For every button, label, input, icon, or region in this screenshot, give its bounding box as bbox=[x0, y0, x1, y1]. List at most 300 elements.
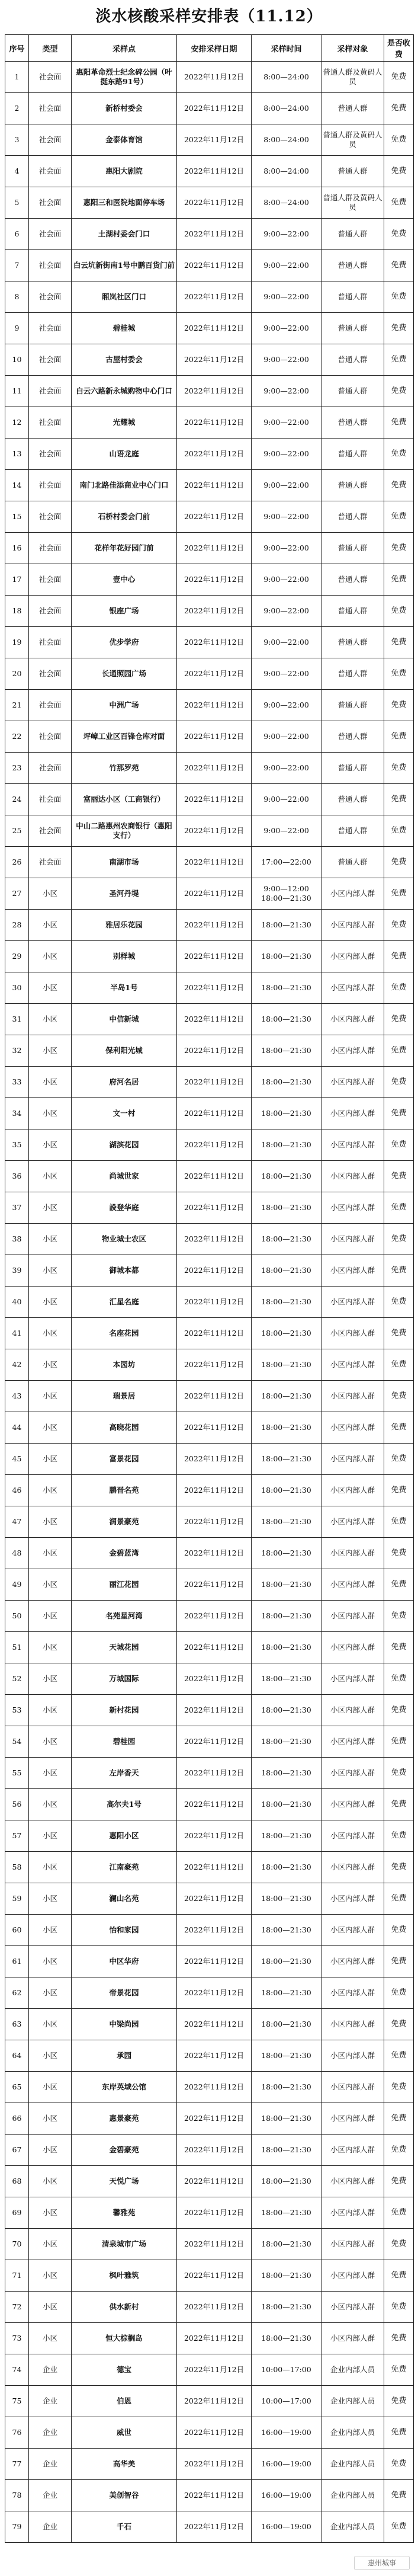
table-row bbox=[5, 344, 414, 376]
row-index: 49 bbox=[5, 1569, 29, 1601]
table-row bbox=[5, 2135, 414, 2166]
row-date: 2022年11月12日 bbox=[177, 784, 252, 815]
table-row bbox=[5, 847, 414, 878]
row-type: 社会面 bbox=[29, 344, 72, 376]
row-site: 优步学府 bbox=[72, 627, 177, 658]
table-row bbox=[5, 1758, 414, 1789]
row-date: 2022年11月12日 bbox=[177, 2229, 252, 2260]
row-type: 小区 bbox=[29, 1852, 72, 1883]
row-target: 普通人群 bbox=[321, 439, 384, 470]
row-fee: 免费 bbox=[384, 439, 414, 470]
row-index: 8 bbox=[5, 281, 29, 313]
row-fee: 免费 bbox=[384, 1601, 414, 1632]
row-time: 18:00—21:30 bbox=[252, 1381, 321, 1412]
table-row bbox=[5, 1412, 414, 1444]
table-row bbox=[5, 2009, 414, 2040]
row-target: 小区内部人群 bbox=[321, 2229, 384, 2260]
row-site: 壹中心 bbox=[72, 564, 177, 596]
row-type: 社会面 bbox=[29, 564, 72, 596]
row-type: 企业 bbox=[29, 2511, 72, 2543]
row-type: 小区 bbox=[29, 2292, 72, 2323]
row-fee: 免费 bbox=[384, 1758, 414, 1789]
row-site: 中山二路惠州农商银行（惠阳支行） bbox=[72, 815, 177, 847]
row-time: 9:00—22:00 bbox=[252, 376, 321, 407]
row-index: 34 bbox=[5, 1098, 29, 1129]
row-site: 中区华府 bbox=[72, 1946, 177, 1977]
row-site: 府河名居 bbox=[72, 1067, 177, 1098]
row-target: 小区内部人群 bbox=[321, 1789, 384, 1820]
row-fee: 免费 bbox=[384, 156, 414, 187]
table-row bbox=[5, 1977, 414, 2009]
row-type: 社会面 bbox=[29, 784, 72, 815]
row-fee: 免费 bbox=[384, 1067, 414, 1098]
row-type: 小区 bbox=[29, 1161, 72, 1192]
row-target: 普通人群 bbox=[321, 533, 384, 564]
row-date: 2022年11月12日 bbox=[177, 2072, 252, 2103]
row-type: 社会面 bbox=[29, 847, 72, 878]
row-target: 普通人群 bbox=[321, 847, 384, 878]
row-date: 2022年11月12日 bbox=[177, 2480, 252, 2511]
table-header-row bbox=[5, 35, 414, 62]
row-date: 2022年11月12日 bbox=[177, 1569, 252, 1601]
table-row bbox=[5, 1098, 414, 1129]
row-index: 71 bbox=[5, 2260, 29, 2292]
row-date: 2022年11月12日 bbox=[177, 533, 252, 564]
row-site: 惠阳革命烈士纪念碑公园（叶挺东路91号） bbox=[72, 62, 177, 93]
row-fee: 免费 bbox=[384, 2449, 414, 2480]
row-site: 新村花园 bbox=[72, 1695, 177, 1726]
row-date: 2022年11月12日 bbox=[177, 93, 252, 124]
row-time: 18:00—21:30 bbox=[252, 910, 321, 941]
row-site: 坪嶂工业区百锋仓库对面 bbox=[72, 721, 177, 753]
table-row bbox=[5, 439, 414, 470]
row-index: 26 bbox=[5, 847, 29, 878]
row-time: 18:00—21:30 bbox=[252, 2197, 321, 2229]
row-site: 白云六路新永城购物中心门口 bbox=[72, 376, 177, 407]
row-site: 土湖村委会门口 bbox=[72, 219, 177, 250]
row-fee: 免费 bbox=[384, 344, 414, 376]
row-fee: 免费 bbox=[384, 1381, 414, 1412]
table-row bbox=[5, 2103, 414, 2135]
row-type: 小区 bbox=[29, 1977, 72, 2009]
row-fee: 免费 bbox=[384, 1726, 414, 1758]
row-date: 2022年11月12日 bbox=[177, 1695, 252, 1726]
table-row bbox=[5, 2480, 414, 2511]
row-date: 2022年11月12日 bbox=[177, 439, 252, 470]
row-target: 普通人群 bbox=[321, 376, 384, 407]
table-row bbox=[5, 784, 414, 815]
row-time: 9:00—22:00 bbox=[252, 658, 321, 690]
row-time: 18:00—21:30 bbox=[252, 1977, 321, 2009]
row-time: 18:00—21:30 bbox=[252, 1820, 321, 1852]
row-time: 18:00—21:30 bbox=[252, 1695, 321, 1726]
row-fee: 免费 bbox=[384, 1569, 414, 1601]
row-target: 普通人群 bbox=[321, 690, 384, 721]
row-site: 中梁尚园 bbox=[72, 2009, 177, 2040]
row-target: 小区内部人群 bbox=[321, 1161, 384, 1192]
table-row bbox=[5, 1538, 414, 1569]
row-type: 小区 bbox=[29, 2072, 72, 2103]
row-time: 9:00—22:00 bbox=[252, 753, 321, 784]
row-type: 小区 bbox=[29, 1381, 72, 1412]
row-index: 65 bbox=[5, 2072, 29, 2103]
row-target: 小区内部人群 bbox=[321, 2040, 384, 2072]
row-target: 小区内部人群 bbox=[321, 2103, 384, 2135]
row-type: 社会面 bbox=[29, 470, 72, 501]
row-type: 小区 bbox=[29, 2166, 72, 2197]
row-date: 2022年11月12日 bbox=[177, 1318, 252, 1349]
row-index: 10 bbox=[5, 344, 29, 376]
row-type: 小区 bbox=[29, 1820, 72, 1852]
row-fee: 免费 bbox=[384, 1129, 414, 1161]
row-date: 2022年11月12日 bbox=[177, 1475, 252, 1506]
row-time: 18:00—21:30 bbox=[252, 1601, 321, 1632]
row-time: 9:00—22:00 bbox=[252, 533, 321, 564]
table-row bbox=[5, 1475, 414, 1506]
row-target: 小区内部人群 bbox=[321, 1852, 384, 1883]
row-date: 2022年11月12日 bbox=[177, 124, 252, 156]
row-target: 普通人群 bbox=[321, 470, 384, 501]
row-time: 18:00—21:30 bbox=[252, 1255, 321, 1287]
row-target: 小区内部人群 bbox=[321, 1192, 384, 1224]
row-fee: 免费 bbox=[384, 972, 414, 1004]
row-type: 小区 bbox=[29, 1632, 72, 1663]
row-fee: 免费 bbox=[384, 1538, 414, 1569]
row-fee: 免费 bbox=[384, 219, 414, 250]
row-target: 小区内部人群 bbox=[321, 1883, 384, 1915]
row-time: 18:00—21:30 bbox=[252, 1192, 321, 1224]
row-type: 小区 bbox=[29, 910, 72, 941]
row-site: 中洲广场 bbox=[72, 690, 177, 721]
table-row bbox=[5, 533, 414, 564]
row-time: 18:00—21:30 bbox=[252, 1569, 321, 1601]
row-target: 小区内部人群 bbox=[321, 1601, 384, 1632]
row-target: 小区内部人群 bbox=[321, 1663, 384, 1695]
row-index: 1 bbox=[5, 62, 29, 93]
row-time: 16:00—19:00 bbox=[252, 2511, 321, 2543]
table-row bbox=[5, 1004, 414, 1035]
row-date: 2022年11月12日 bbox=[177, 1977, 252, 2009]
row-time: 9:00—22:00 bbox=[252, 627, 321, 658]
row-target: 小区内部人群 bbox=[321, 2072, 384, 2103]
row-site: 古屋村委会 bbox=[72, 344, 177, 376]
table-row bbox=[5, 2386, 414, 2417]
row-target: 小区内部人群 bbox=[321, 1287, 384, 1318]
row-index: 70 bbox=[5, 2229, 29, 2260]
row-fee: 免费 bbox=[384, 1789, 414, 1820]
row-site: 枫叶雅筑 bbox=[72, 2260, 177, 2292]
row-fee: 免费 bbox=[384, 847, 414, 878]
row-site: 澜山名苑 bbox=[72, 1883, 177, 1915]
row-index: 59 bbox=[5, 1883, 29, 1915]
row-time: 18:00—21:30 bbox=[252, 2040, 321, 2072]
row-fee: 免费 bbox=[384, 1506, 414, 1538]
table-row bbox=[5, 596, 414, 627]
row-index: 36 bbox=[5, 1161, 29, 1192]
row-date: 2022年11月12日 bbox=[177, 2197, 252, 2229]
row-type: 小区 bbox=[29, 1915, 72, 1946]
row-date: 2022年11月12日 bbox=[177, 62, 252, 93]
row-site: 威世 bbox=[72, 2417, 177, 2449]
row-index: 18 bbox=[5, 596, 29, 627]
row-target: 普通人群 bbox=[321, 344, 384, 376]
row-time: 9:00—22:00 bbox=[252, 470, 321, 501]
row-index: 76 bbox=[5, 2417, 29, 2449]
row-target: 小区内部人群 bbox=[321, 2135, 384, 2166]
row-site: 别样城 bbox=[72, 941, 177, 972]
row-site: 惠阳三和医院地面停车场 bbox=[72, 187, 177, 219]
row-index: 60 bbox=[5, 1915, 29, 1946]
row-type: 小区 bbox=[29, 941, 72, 972]
table-row bbox=[5, 2197, 414, 2229]
row-time: 18:00—21:30 bbox=[252, 1538, 321, 1569]
row-target: 普通人群 bbox=[321, 815, 384, 847]
row-time: 18:00—21:30 bbox=[252, 1663, 321, 1695]
row-time: 18:00—21:30 bbox=[252, 1349, 321, 1381]
row-index: 46 bbox=[5, 1475, 29, 1506]
row-site: 江南豪苑 bbox=[72, 1852, 177, 1883]
table-row bbox=[5, 313, 414, 344]
row-type: 社会面 bbox=[29, 721, 72, 753]
row-fee: 免费 bbox=[384, 1287, 414, 1318]
row-site: 雅居乐花园 bbox=[72, 910, 177, 941]
row-date: 2022年11月12日 bbox=[177, 1946, 252, 1977]
row-site: 保利阳光城 bbox=[72, 1035, 177, 1067]
row-time: 18:00—21:30 bbox=[252, 1287, 321, 1318]
row-fee: 免费 bbox=[384, 124, 414, 156]
row-site: 名苑星河湾 bbox=[72, 1601, 177, 1632]
row-date: 2022年11月12日 bbox=[177, 2040, 252, 2072]
row-index: 22 bbox=[5, 721, 29, 753]
row-time: 9:00—22:00 bbox=[252, 344, 321, 376]
row-target: 小区内部人群 bbox=[321, 1224, 384, 1255]
table-row bbox=[5, 2449, 414, 2480]
row-site: 白云坑新街南1号中鹏百货门前 bbox=[72, 250, 177, 281]
row-site: 美创智谷 bbox=[72, 2480, 177, 2511]
row-index: 9 bbox=[5, 313, 29, 344]
row-type: 小区 bbox=[29, 1255, 72, 1287]
row-fee: 免费 bbox=[384, 1883, 414, 1915]
row-date: 2022年11月12日 bbox=[177, 2009, 252, 2040]
row-type: 小区 bbox=[29, 1695, 72, 1726]
table-row bbox=[5, 156, 414, 187]
row-time: 9:00—22:00 bbox=[252, 439, 321, 470]
row-type: 社会面 bbox=[29, 596, 72, 627]
row-type: 小区 bbox=[29, 1192, 72, 1224]
row-time: 9:00—22:00 bbox=[252, 313, 321, 344]
row-type: 社会面 bbox=[29, 407, 72, 439]
table-row bbox=[5, 1569, 414, 1601]
row-date: 2022年11月12日 bbox=[177, 658, 252, 690]
row-index: 29 bbox=[5, 941, 29, 972]
row-index: 11 bbox=[5, 376, 29, 407]
row-fee: 免费 bbox=[384, 62, 414, 93]
table-row bbox=[5, 1224, 414, 1255]
row-date: 2022年11月12日 bbox=[177, 564, 252, 596]
row-date: 2022年11月12日 bbox=[177, 2166, 252, 2197]
row-index: 24 bbox=[5, 784, 29, 815]
row-target: 小区内部人群 bbox=[321, 1946, 384, 1977]
row-type: 社会面 bbox=[29, 533, 72, 564]
row-index: 75 bbox=[5, 2386, 29, 2417]
row-index: 35 bbox=[5, 1129, 29, 1161]
row-target: 普通人群 bbox=[321, 784, 384, 815]
row-date: 2022年11月12日 bbox=[177, 1444, 252, 1475]
row-date: 2022年11月12日 bbox=[177, 1035, 252, 1067]
row-index: 68 bbox=[5, 2166, 29, 2197]
row-fee: 免费 bbox=[384, 2040, 414, 2072]
row-target: 普通人群 bbox=[321, 250, 384, 281]
row-fee: 免费 bbox=[384, 1349, 414, 1381]
row-site: 新桥村委会 bbox=[72, 93, 177, 124]
row-date: 2022年11月12日 bbox=[177, 187, 252, 219]
row-time: 18:00—21:30 bbox=[252, 1506, 321, 1538]
row-date: 2022年11月12日 bbox=[177, 501, 252, 533]
table-row bbox=[5, 2417, 414, 2449]
row-time: 9:00—22:00 bbox=[252, 596, 321, 627]
table-row bbox=[5, 1349, 414, 1381]
row-target: 普通人群 bbox=[321, 721, 384, 753]
row-date: 2022年11月12日 bbox=[177, 596, 252, 627]
row-type: 小区 bbox=[29, 1569, 72, 1601]
row-site: 名座花园 bbox=[72, 1318, 177, 1349]
row-type: 小区 bbox=[29, 1287, 72, 1318]
row-target: 小区内部人群 bbox=[321, 2260, 384, 2292]
row-site: 惠阳小区 bbox=[72, 1820, 177, 1852]
row-date: 2022年11月12日 bbox=[177, 2135, 252, 2166]
row-fee: 免费 bbox=[384, 1977, 414, 2009]
row-date: 2022年11月12日 bbox=[177, 470, 252, 501]
table-row bbox=[5, 1601, 414, 1632]
row-time: 9:00—22:00 bbox=[252, 690, 321, 721]
row-date: 2022年11月12日 bbox=[177, 1161, 252, 1192]
row-date: 2022年11月12日 bbox=[177, 1538, 252, 1569]
table-row bbox=[5, 1287, 414, 1318]
row-target: 小区内部人群 bbox=[321, 1977, 384, 2009]
row-type: 社会面 bbox=[29, 815, 72, 847]
row-site: 御城本都 bbox=[72, 1255, 177, 1287]
row-index: 17 bbox=[5, 564, 29, 596]
row-site: 金碧蓝湾 bbox=[72, 1538, 177, 1569]
row-date: 2022年11月12日 bbox=[177, 878, 252, 910]
row-type: 小区 bbox=[29, 1035, 72, 1067]
row-time: 18:00—21:30 bbox=[252, 1035, 321, 1067]
row-target: 小区内部人群 bbox=[321, 1349, 384, 1381]
row-time: 8:00—24:00 bbox=[252, 62, 321, 93]
sampling-schedule-table bbox=[5, 34, 414, 2543]
row-time: 18:00—21:30 bbox=[252, 972, 321, 1004]
row-type: 小区 bbox=[29, 878, 72, 910]
row-site: 富景花园 bbox=[72, 1444, 177, 1475]
row-fee: 免费 bbox=[384, 187, 414, 219]
row-date: 2022年11月12日 bbox=[177, 1098, 252, 1129]
row-time: 18:00—21:30 bbox=[252, 1475, 321, 1506]
row-fee: 免费 bbox=[384, 1663, 414, 1695]
row-time: 18:00—21:30 bbox=[252, 1067, 321, 1098]
row-target: 普通人群 bbox=[321, 564, 384, 596]
row-target: 普通人群及黄码人员 bbox=[321, 62, 384, 93]
row-target: 小区内部人群 bbox=[321, 910, 384, 941]
row-index: 3 bbox=[5, 124, 29, 156]
row-site: 文一村 bbox=[72, 1098, 177, 1129]
row-date: 2022年11月12日 bbox=[177, 1255, 252, 1287]
row-date: 2022年11月12日 bbox=[177, 1915, 252, 1946]
row-target: 普通人群 bbox=[321, 627, 384, 658]
row-fee: 免费 bbox=[384, 2323, 414, 2354]
row-site: 尚城世家 bbox=[72, 1161, 177, 1192]
row-index: 55 bbox=[5, 1758, 29, 1789]
row-target: 小区内部人群 bbox=[321, 1820, 384, 1852]
row-time: 18:00—21:30 bbox=[252, 1098, 321, 1129]
row-index: 79 bbox=[5, 2511, 29, 2543]
row-date: 2022年11月12日 bbox=[177, 2292, 252, 2323]
table-row bbox=[5, 1318, 414, 1349]
row-date: 2022年11月12日 bbox=[177, 1758, 252, 1789]
table-row bbox=[5, 2166, 414, 2197]
row-target: 普通人群 bbox=[321, 93, 384, 124]
row-site: 汇星名庭 bbox=[72, 1287, 177, 1318]
row-index: 54 bbox=[5, 1726, 29, 1758]
table-row bbox=[5, 910, 414, 941]
row-index: 63 bbox=[5, 2009, 29, 2040]
row-date: 2022年11月12日 bbox=[177, 376, 252, 407]
row-index: 28 bbox=[5, 910, 29, 941]
row-time: 8:00—24:00 bbox=[252, 93, 321, 124]
row-target: 小区内部人群 bbox=[321, 1381, 384, 1412]
row-target: 小区内部人群 bbox=[321, 1035, 384, 1067]
row-target: 小区内部人群 bbox=[321, 1444, 384, 1475]
row-index: 77 bbox=[5, 2449, 29, 2480]
row-type: 小区 bbox=[29, 1789, 72, 1820]
row-fee: 免费 bbox=[384, 1004, 414, 1035]
row-time: 18:00—21:30 bbox=[252, 1852, 321, 1883]
row-fee: 免费 bbox=[384, 470, 414, 501]
row-site: 丽江花园 bbox=[72, 1569, 177, 1601]
row-date: 2022年11月12日 bbox=[177, 2103, 252, 2135]
row-site: 山语龙庭 bbox=[72, 439, 177, 470]
row-date: 2022年11月12日 bbox=[177, 2323, 252, 2354]
table-row bbox=[5, 564, 414, 596]
table-row bbox=[5, 1129, 414, 1161]
row-site: 金碧豪苑 bbox=[72, 2135, 177, 2166]
row-index: 56 bbox=[5, 1789, 29, 1820]
row-index: 4 bbox=[5, 156, 29, 187]
row-index: 30 bbox=[5, 972, 29, 1004]
table-row bbox=[5, 2354, 414, 2386]
row-time: 18:00—21:30 bbox=[252, 1883, 321, 1915]
row-type: 小区 bbox=[29, 1444, 72, 1475]
row-site: 清泉城市广场 bbox=[72, 2229, 177, 2260]
row-index: 47 bbox=[5, 1506, 29, 1538]
row-target: 小区内部人群 bbox=[321, 2166, 384, 2197]
row-fee: 免费 bbox=[384, 2103, 414, 2135]
row-fee: 免费 bbox=[384, 910, 414, 941]
table-row bbox=[5, 1852, 414, 1883]
row-type: 小区 bbox=[29, 1883, 72, 1915]
row-date: 2022年11月12日 bbox=[177, 313, 252, 344]
row-target: 小区内部人群 bbox=[321, 1695, 384, 1726]
row-type: 小区 bbox=[29, 2103, 72, 2135]
row-date: 2022年11月12日 bbox=[177, 1601, 252, 1632]
row-date: 2022年11月12日 bbox=[177, 2354, 252, 2386]
row-target: 普通人群 bbox=[321, 596, 384, 627]
row-date: 2022年11月12日 bbox=[177, 344, 252, 376]
table-row bbox=[5, 2040, 414, 2072]
row-time: 18:00—21:30 bbox=[252, 941, 321, 972]
row-index: 21 bbox=[5, 690, 29, 721]
row-index: 13 bbox=[5, 439, 29, 470]
row-index: 15 bbox=[5, 501, 29, 533]
